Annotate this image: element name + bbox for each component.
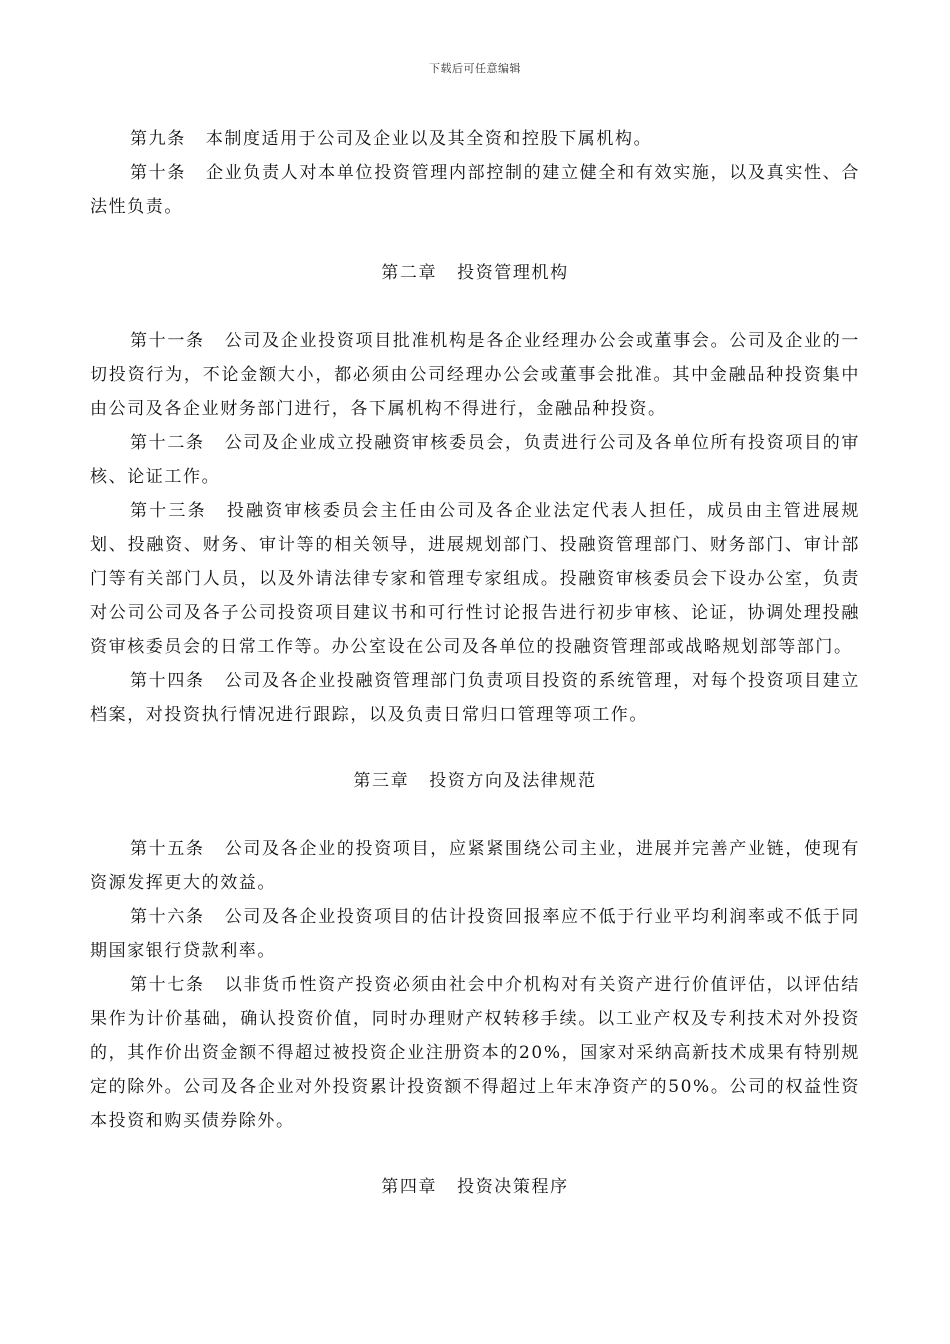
article-label: 第十二条 [130,433,205,453]
spacer [90,224,860,256]
article-text: 公司及各企业投融资管理部门负责项目投资的系统管理，对每个投资项目建立档案，对投资执行情况进行跟踪，以及负责日常归口管理等项工作。 [90,671,860,725]
article-paragraph [90,426,860,494]
chapter-title: 投资决策程序 [457,1177,569,1197]
article-text: 公司及企业投资项目批准机构是各企业经理办公会或董事会。公司及企业的一切投资行为，不论金额大小，都必须由公司经理办公会或董事会批准。其中金融品种投资集中由公司及各企业财务部门进行，各下属机构不得进行，金融品种投资。 [90,331,860,419]
article-paragraph [90,900,860,968]
spacer [90,798,860,832]
spacer [90,732,860,764]
article-paragraph [90,122,860,156]
article-label: 第九条 [130,129,186,149]
article-paragraph [90,968,860,1138]
chapter-heading [90,764,860,798]
article-paragraph [90,664,860,732]
article-text: 公司及各企业投资项目的估计投资回报率应不低于行业平均利润率或不低于同期国家银行贷款利率。 [90,907,860,961]
spacer [90,1138,860,1170]
chapter-number: 第二章 [381,263,438,283]
article-text: 公司及各企业的投资项目，应紧紧围绕公司主业，进展并完善产业链，使现有资源发挥更大的效益。 [90,839,860,893]
article-paragraph [90,156,860,224]
chapter-number: 第三章 [353,771,410,791]
chapter-title: 投资方向及法律规范 [429,771,597,791]
article-text: 公司及企业成立投融资审核委员会，负责进行公司及各单位所有投资项目的审核、论证工作。 [90,433,860,487]
article-paragraph [90,494,860,664]
article-label: 第十条 [130,163,187,183]
article-text: 本制度适用于公司及企业以及其全资和控股下属机构。 [205,129,653,149]
chapter-title: 投资管理机构 [457,263,569,283]
article-label: 第十四条 [130,671,205,691]
chapter-heading [90,256,860,290]
article-label: 第十六条 [130,907,205,927]
spacer [90,290,860,324]
spacer [90,1204,860,1238]
chapter-heading [90,1170,860,1204]
article-label: 第十七条 [130,975,205,995]
article-paragraph [90,324,860,426]
article-label: 第十一条 [130,331,205,351]
article-text: 以非货币性资产投资必须由社会中介机构对有关资产进行价值评估，以评估结果作为计价基础，确认投资价值，同时办理财产权转移手续。以工业产权及专利技术对外投资的，其作价出资金额不得超过被投资企业注册资本的20%，国家对采纳高新技术成果有特别规定的除外。公司及各企业对外投资累计投资额不得超过上年末净资产的50%。公司的权益性资本投资和购买债券除外。 [90,975,860,1131]
document-body [90,122,860,1238]
article-paragraph [90,832,860,900]
article-label: 第十五条 [130,839,205,859]
header-note: 下载后可任意编辑 [429,62,521,75]
article-text: 投融资审核委员会主任由公司及各企业法定代表人担任，成员由主管进展规划、投融资、财务、审计等的相关领导，进展规划部门、投融资管理部门、财务部门、审计部门等有关部门人员，以及外请法律专家和管理专家组成。投融资审核委员会下设办公室，负责对公司公司及各子公司投资项目建议书和可行性讨论报告进行初步审核、论证，协调处理投融资审核委员会的日常工作等。办公室设在公司及各单位的投融资管理部或战略规划部等部门。 [90,501,860,657]
article-label: 第十三条 [130,501,207,521]
article-text: 企业负责人对本单位投资管理内部控制的建立健全和有效实施，以及真实性、合法性负责。 [90,163,860,217]
chapter-number: 第四章 [381,1177,438,1197]
